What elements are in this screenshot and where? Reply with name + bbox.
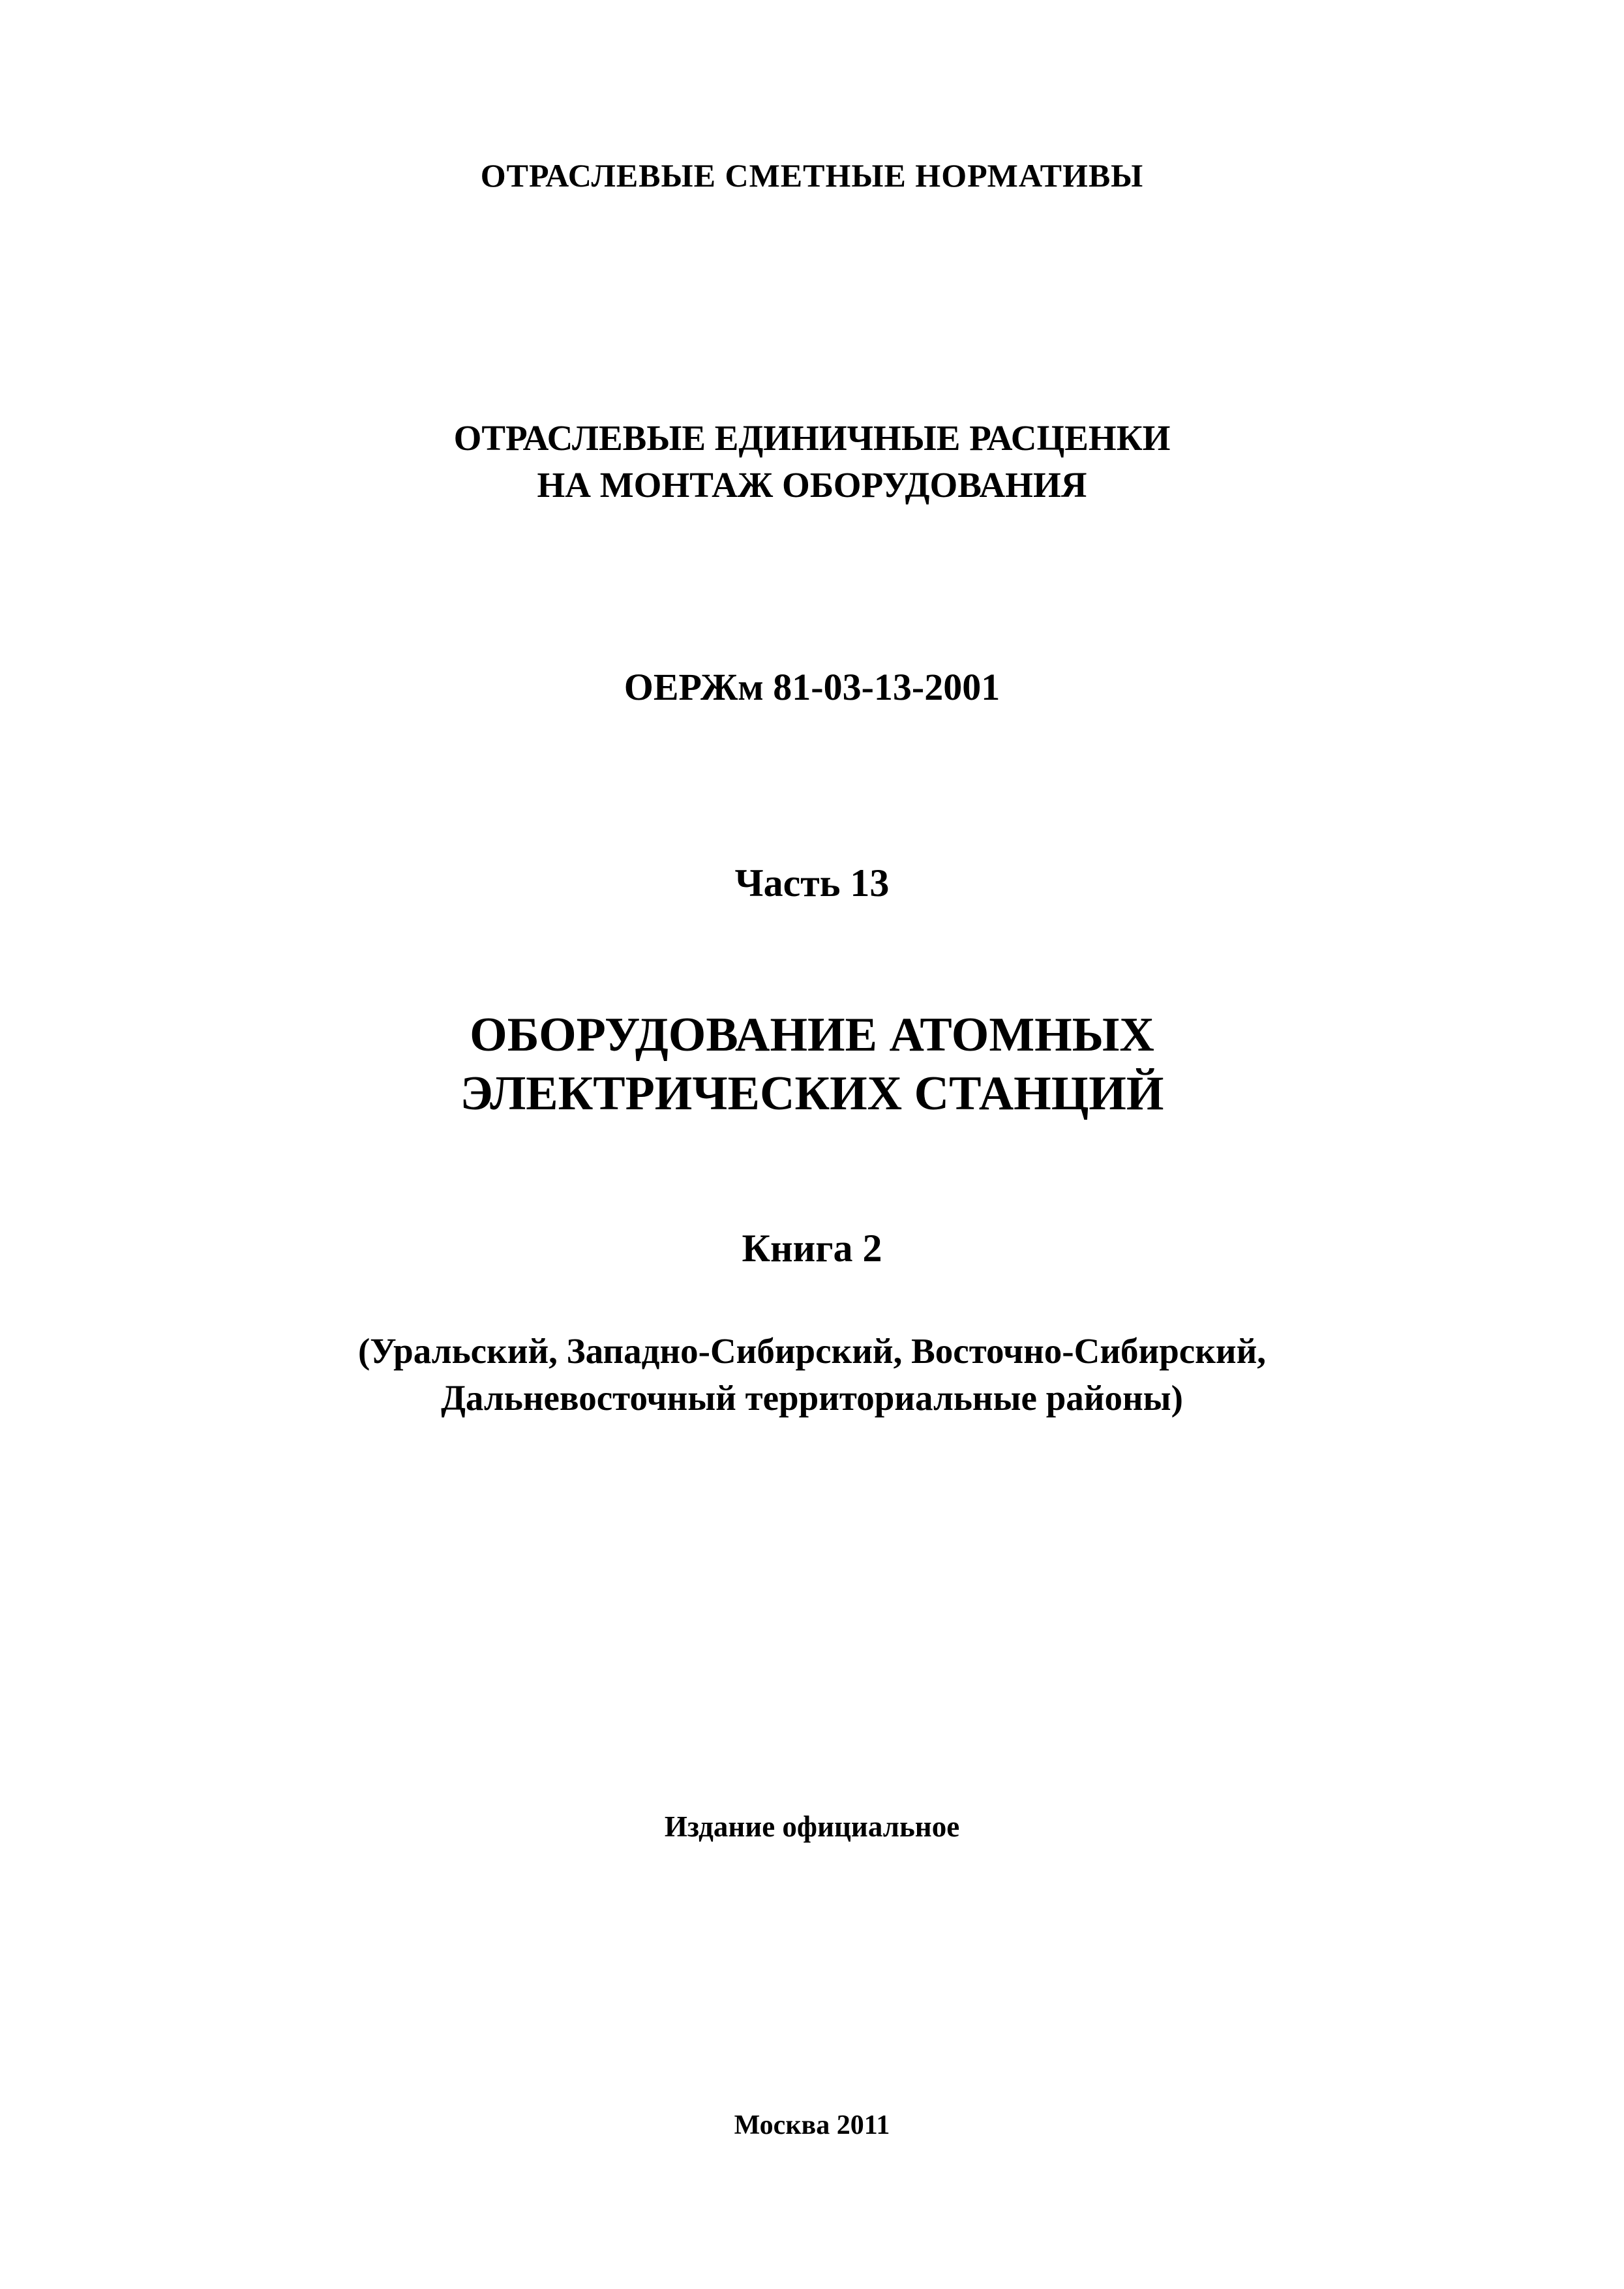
part-number: Часть 13 bbox=[734, 861, 890, 905]
regions-line-1: (Уральский, Западно-Сибирский, Восточно-Сибирский, bbox=[357, 1331, 1267, 1371]
subject-title-line-2: ЭЛЕКТРИЧЕСКИХ СТАНЦИЙ bbox=[460, 1067, 1164, 1120]
book-number: Книга 2 bbox=[742, 1227, 882, 1270]
edition-note: Издание официальное bbox=[664, 1810, 960, 1843]
document-title-line-1: ОТРАСЛЕВЫЕ ЕДИНИЧНЫЕ РАСЦЕНКИ bbox=[453, 418, 1171, 458]
subject-title-line-1: ОБОРУДОВАНИЕ АТОМНЫХ bbox=[470, 1008, 1154, 1062]
regions-line-2: Дальневосточный территориальные районы) bbox=[441, 1378, 1183, 1418]
document-code: ОЕРЖм 81-03-13-2001 bbox=[624, 666, 1000, 708]
series-heading: ОТРАСЛЕВЫЕ СМЕТНЫЕ НОРМАТИВЫ bbox=[480, 157, 1144, 194]
place-and-year: Москва 2011 bbox=[734, 2110, 890, 2140]
document-title-line-2: НА МОНТАЖ ОБОРУДОВАНИЯ bbox=[537, 465, 1087, 505]
